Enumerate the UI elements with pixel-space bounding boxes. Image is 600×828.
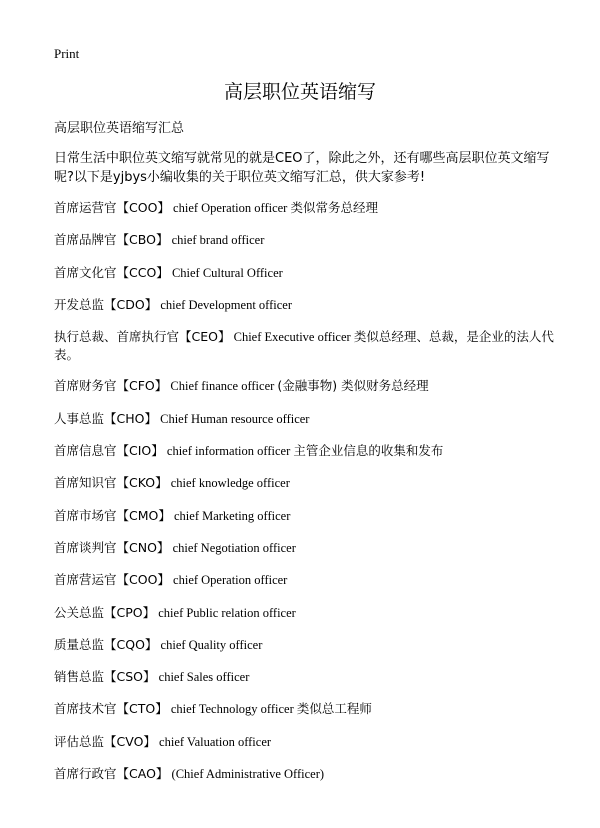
list-item bbox=[54, 636, 564, 654]
entry-english-title: Chief finance officer bbox=[167, 379, 278, 394]
entry-abbreviation: 【CMO】 bbox=[116, 507, 171, 523]
entry-abbreviation: 【CCO】 bbox=[116, 264, 169, 280]
entry-note: 类似总工程师 bbox=[296, 701, 372, 717]
list-item bbox=[54, 765, 564, 783]
entry-abbreviation: 【CHO】 bbox=[104, 410, 157, 426]
list-item bbox=[54, 700, 564, 718]
entry-chinese-title: 首席营运官 bbox=[54, 572, 117, 588]
entry-english-title: chief brand officer bbox=[168, 233, 265, 248]
list-item bbox=[54, 410, 564, 428]
list-item bbox=[54, 733, 564, 751]
entry-english-title: chief Operation officer bbox=[169, 201, 291, 215]
list-item bbox=[54, 264, 564, 282]
list-item bbox=[54, 668, 564, 686]
entry-note: 类似总经理、总裁，是企业的法人代表。 bbox=[54, 329, 554, 363]
entry-abbreviation: 【CKO】 bbox=[116, 475, 168, 491]
entry-note: 主管企业信息的收集和发布 bbox=[293, 443, 444, 459]
entry-chinese-title: 公关总监 bbox=[54, 604, 105, 620]
entry-chinese-title: 首席品牌官 bbox=[54, 232, 117, 248]
entry-chinese-title: 人事总监 bbox=[54, 410, 105, 426]
entry-english-title: chief information officer bbox=[163, 444, 294, 459]
entry-english-title: Chief Cultural Officer bbox=[168, 265, 283, 280]
entry-chinese-title: 首席技术官 bbox=[54, 701, 117, 717]
subtitle: 高层职位英语缩写汇总 bbox=[54, 121, 185, 136]
entry-abbreviation: 【COO】 bbox=[116, 200, 170, 215]
entry-chinese-title: 执行总裁、首席执行官 bbox=[54, 329, 180, 345]
entry-english-title: chief Sales officer bbox=[155, 670, 250, 685]
intro-paragraph: 日常生活中职位英文缩写就常见的就是CEO了，除此之外，还有哪些高层职位英文缩写呢?以下是yjbys小编收集的关于职位英文缩写汇总，供大家参考! bbox=[54, 151, 550, 185]
entry-abbreviation: 【CVO】 bbox=[104, 733, 156, 749]
entry-abbreviation: 【CQO】 bbox=[104, 636, 158, 652]
entry-english-title: chief Operation officer bbox=[169, 573, 288, 588]
entry-chinese-title: 评估总监 bbox=[54, 733, 105, 749]
entry-english-title: chief Marketing officer bbox=[170, 508, 291, 523]
entry-english-title: chief Development officer bbox=[157, 297, 292, 312]
entry-note: 类似常务总经理 bbox=[290, 200, 378, 215]
entry-note: (金融事物) 类似财务总经理 bbox=[277, 378, 429, 394]
entry-chinese-title: 首席运营官 bbox=[54, 200, 117, 215]
page-title: 高层职位英语缩写 bbox=[223, 81, 376, 103]
entry-abbreviation: 【CBO】 bbox=[116, 232, 169, 248]
entry-chinese-title: 首席财务官 bbox=[54, 378, 117, 394]
print-link[interactable]: Print bbox=[54, 46, 80, 61]
list-item bbox=[54, 199, 564, 217]
entry-english-title: Chief Executive officer bbox=[230, 330, 354, 345]
entry-abbreviation: 【CSO】 bbox=[104, 669, 156, 685]
entry-abbreviation: 【CAO】 bbox=[116, 766, 169, 782]
entry-abbreviation: 【COO】 bbox=[116, 572, 170, 588]
entry-chinese-title: 销售总监 bbox=[54, 669, 105, 685]
list-item bbox=[54, 604, 564, 622]
entry-chinese-title: 首席行政官 bbox=[54, 766, 117, 782]
entry-abbreviation: 【CNO】 bbox=[116, 539, 170, 555]
entry-chinese-title: 首席谈判官 bbox=[54, 539, 117, 555]
entry-abbreviation: 【CIO】 bbox=[116, 443, 164, 459]
list-item bbox=[54, 328, 564, 363]
entry-chinese-title: 开发总监 bbox=[54, 296, 105, 312]
abbreviation-list bbox=[54, 199, 564, 797]
entry-abbreviation: 【CPO】 bbox=[104, 604, 156, 620]
entry-english-title: chief Valuation officer bbox=[155, 734, 272, 749]
entry-english-title: Chief Human resource officer bbox=[156, 411, 310, 426]
entry-english-title: chief Quality officer bbox=[157, 637, 263, 652]
list-item bbox=[54, 507, 564, 525]
entry-chinese-title: 质量总监 bbox=[54, 636, 105, 652]
entry-english-title: (Chief Administrative Officer) bbox=[168, 767, 325, 782]
list-item bbox=[54, 231, 564, 249]
entry-english-title: chief knowledge officer bbox=[167, 476, 290, 491]
entry-abbreviation: 【CTO】 bbox=[116, 701, 168, 717]
entry-abbreviation: 【CEO】 bbox=[179, 329, 231, 345]
entry-abbreviation: 【CFO】 bbox=[116, 378, 168, 394]
entry-english-title: chief Negotiation officer bbox=[169, 540, 296, 555]
list-item bbox=[54, 296, 564, 314]
entry-chinese-title: 首席文化官 bbox=[54, 264, 117, 280]
list-item bbox=[54, 442, 564, 460]
entry-english-title: chief Public relation officer bbox=[155, 605, 296, 620]
entry-chinese-title: 首席知识官 bbox=[54, 475, 117, 491]
entry-english-title: chief Technology officer bbox=[167, 702, 297, 717]
entry-abbreviation: 【CDO】 bbox=[104, 296, 158, 312]
list-item bbox=[54, 474, 564, 492]
entry-chinese-title: 首席市场官 bbox=[54, 507, 117, 523]
list-item bbox=[54, 571, 564, 589]
list-item bbox=[54, 539, 564, 557]
list-item bbox=[54, 377, 564, 395]
entry-chinese-title: 首席信息官 bbox=[54, 443, 117, 459]
